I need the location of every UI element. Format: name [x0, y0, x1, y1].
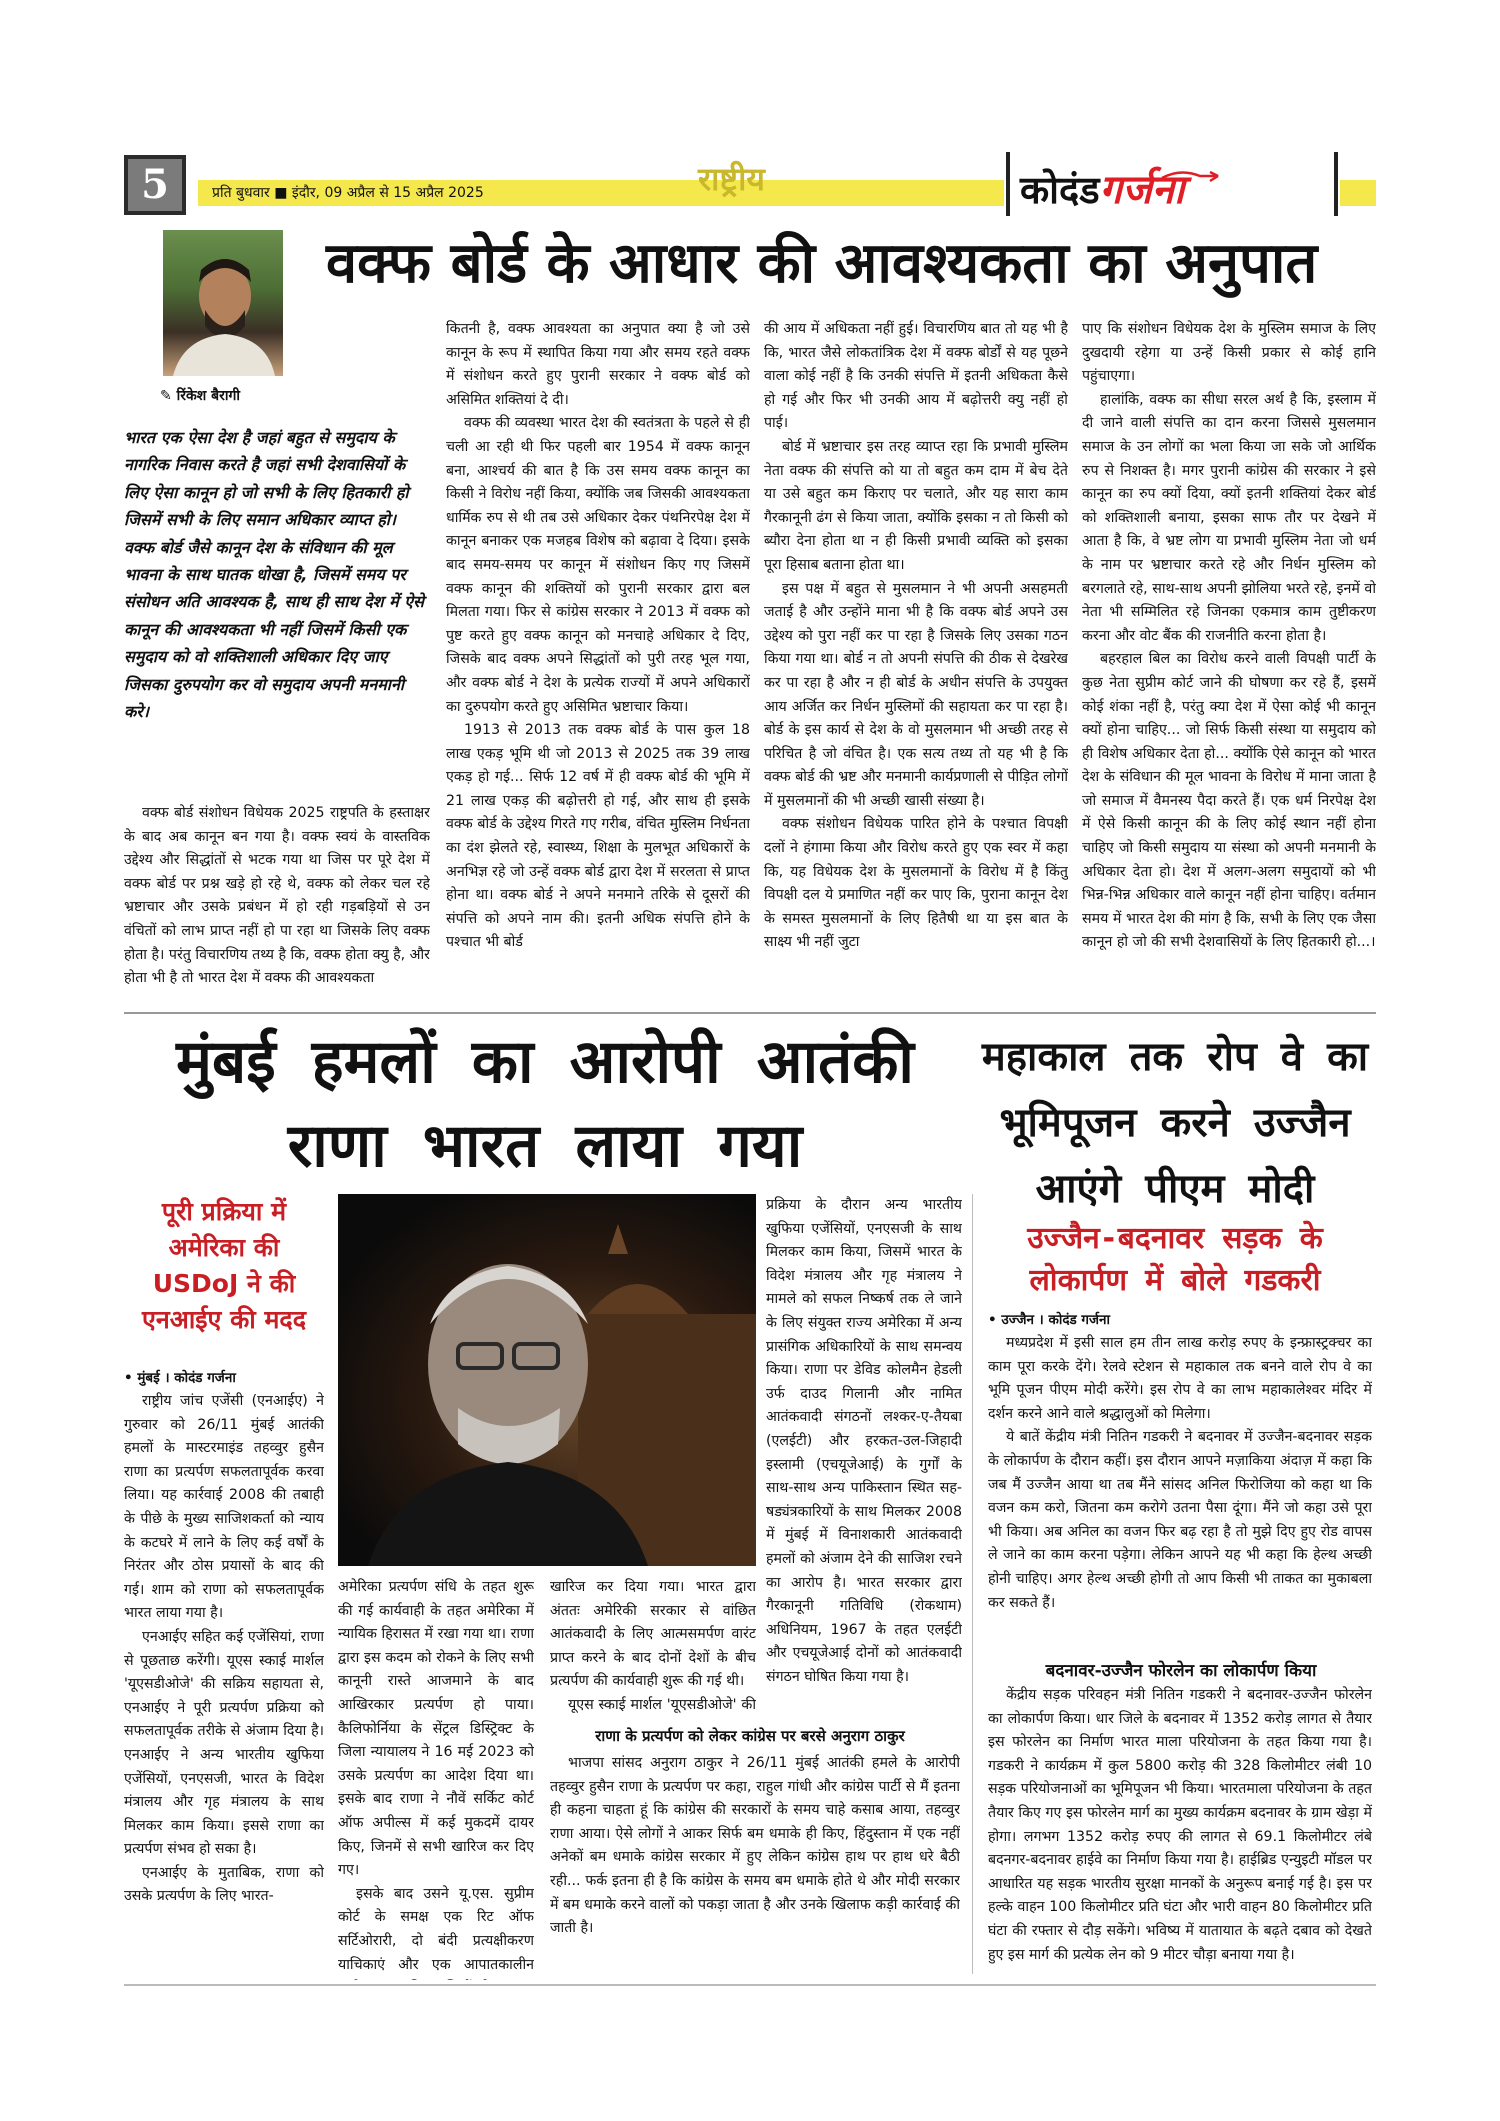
header-divider-right: [1334, 152, 1338, 216]
column-divider: [972, 1194, 973, 1974]
story1-paragraph: पाए कि संशोधन विधेयक देश के मुस्लिम समाज के लिए दुखदायी रहेगा या उन्हें किसी प्रकार से कोई हानि पहुंचाएगा।: [1082, 321, 1376, 385]
story2-paragraph: इसके बाद उसने यू.एस. सुप्रीम कोर्ट के समक्ष एक रिट ऑफ सर्टिओरारी, दो बंदी प्रत्यक्षीकरण याचिकाएं और एक आपातकालीन: [338, 1885, 534, 1973]
issue-date-line: प्रति बुधवार ■ इंदौर, 09 अप्रैल से 15 अप्रैल 2025: [212, 185, 484, 201]
story2-paragraph: भाजपा सांसद अनुराग ठाकुर ने 26/11 मुंबई आतंकी हमले के आरोपी तहव्वुर हुसैन राणा के प्रत्यर्पण पर कहा, राहुल गांधी और कांग्रेस पार्टी से मैं इतना ही कहना चाहता हूं कि कांग्रेस की सरकारों के समय चाहे कसाब आया, तहव्वुर राणा आया। ऐसे लोगों ने आकर सिर्फ बम धमाके ही किए, हिंदुस्तान में एक नहीं अनेकों बम धमाके कांग्रेस सरकार में हुए लेकिन कांग्रेस हाथ पर हाथ धरे बैठी रही... फर्क इतना ही है कि कांग्रेस के समय बम धमाके होते थे और मोदी सरकार में बम धमाके करने वालों को पकड़ा जाता है और उनके खिलाफ कड़ी कार्रवाई की जाती है।: [550, 1755, 960, 1937]
story1-paragraph: हालांकि, वक्फ का सीधा सरल अर्थ है कि, इस्लाम में दी जाने वाली संपत्ति का दान करना जिससे मुसलमान समाज के उन लोगों का भला किया जा सके जो आर्थिक रुप से निशक्त है। मगर पुरानी कांग्रेस की सरकार ने इसे कानून का रुप क्यों दिया, क्यों इतनी शक्तियां देकर बोर्ड को शक्तिशाली बनाया, इसका साफ तौर पर देखने में आता है कि, वे भ्रष्ट लोग या प्रभावी मुस्लिम नेता जो धर्म के नाम पर भ्रष्टाचार करते रहे और निर्धन मुस्लिम को बरगलाते रहे, साथ-साथ अपनी झोलिया भरते रहे, इनमें वो नेता भी सम्मिलित रहे जिनका एकमात्र काम तुष्टीकरण करना और वोट बैंक की राजनीति करना होता है।: [1082, 391, 1376, 644]
story1-paragraph: वक्फ की व्यवस्था भारत देश की स्वतंत्रता के पहले से ही चली आ रही थी फिर पहली बार 1954 में वक्फ कानून बना, आश्चर्य की बात है कि उस समय वक्फ कानून का किसी ने विरोध नहीं किया, क्योंकि जब जिसकी आवश्यकता धार्मिक रुप से थी तब उसे अधिकार देकर पंथनिरपेक्ष देश में कानून बनाकर एक मजहब विशेष को बढ़ावा दे दिया। इसके बाद समय-समय पर कानून में संशोधन किए गए जिसमें वक्फ कानून की शक्तियों को पुरानी सरकार द्वारा बल मिलता गया। फिर से कांग्रेस सरकार ने 2013 में वक्फ को पुष्ट करते हुए वक्फ कानून को मनचाहे अधिकार दे दिए, जिसके बाद वक्फ अपने सिद्धांतों को पुरी तरह भूल गया, और वक्फ बोर्ड ने देश के प्रत्येक राज्यों में अपने अधिकारों का दुरुपयोग करते हुए असिमित भ्रष्टाचार किया।: [446, 415, 750, 715]
masthead-part2: गर्जना: [1099, 166, 1185, 213]
anurag-thakur-text: [550, 1752, 960, 1980]
author-name: रिंकेश बैरागी: [176, 388, 240, 404]
story2-subhead-line: एनआईए की मदद: [142, 1305, 306, 1334]
story1-paragraph: बहरहाल बिल का विरोध करने वाली विपक्षी पार्टी के कुछ नेता सुप्रीम कोर्ट जाने की घोषणा कर रहे हैं, इसमें कोई शंका नहीं है, परंतु क्या देश में ऐसा कोई भी कानून क्यों होना चाहिए... जो सिर्फ किसी संस्था या समुदाय को ही विशेष अधिकार देता हो... क्योंकि ऐसे कानून को भारत देश के संविधान की मूल भावना के विरोध में माना जाता है जो समाज में वैमनस्य पैदा करते हैं। एक धर्म निरपेक्ष देश में ऐसे किसी कानून की के लिए कोई स्थान नहीं होना चाहिए जो किसी समुदाय या संस्था को अपनी मनमानी के अधिकार देता हो। देश में अलग-अलग समुदायों को भी भिन्न-भिन्न अधिकार वाले कानून नहीं होना चाहिए। वर्तमान समय में भारत देश की मांग है कि, सभी के लिए एक जैसा कानून हो जो की सभी देशवासियों के लिए हितकारी हो...।: [1082, 651, 1376, 951]
story1-paragraph: वक्फ बोर्ड संशोधन विधेयक 2025 राष्ट्रपति के हस्ताक्षर के बाद अब कानून बन गया है। वक्फ स्वयं के वास्तविक उद्देश्य और सिद्धांतों से भटक गया था जिस पर पूरे देश में वक्फ बोर्ड पर प्रश्न खड़े हो रहे थे, वक्फ को लेकर चल रहे भ्रष्टाचार और उसके प्रबंधन में हो रही गड़बड़ियों से उन वंचितों को लाभ प्राप्त नहीं हो पा रहा था जिसके लिए वक्फ होता है। परंतु विचारणिय तथ्य है कि, वक्फ होता क्यु है, और होता भी है तो भारत देश में वक्फ की आवश्यकता: [124, 805, 430, 987]
bow-arrow-icon: [1160, 168, 1220, 188]
author-photo: [163, 230, 283, 376]
author-portrait-icon: [163, 230, 283, 376]
story1-paragraph: इस पक्ष में बहुत से मुसलमान ने भी अपनी असहमती जताई है और उन्होंने माना भी है कि वक्फ बोर्ड अपने उस उद्देश्य को पुरा नहीं कर पा रहा है जिसके लिए उसका गठन किया गया था। बोर्ड न तो अपनी संपत्ति की ठीक से देखरेख कर पा रहा है और न ही बोर्ड के अधीन संपत्ति के उपयुक्त आय अर्जित कर निर्धन मुस्लिमों की सहायता कर पा रहा है। बोर्ड के इस कार्य से देश के वो मुसलमान भी अच्छी तरह से परिचित है जो वंचित है। एक सत्य तथ्य तो यह भी है कि वक्फ बोर्ड की भ्रष्ट और मनमानी कार्यप्रणाली से पीड़ित लोगों में मुसलमानों की भी अच्छी खासी संख्या है।: [764, 580, 1068, 809]
rana-photo: [338, 1194, 756, 1566]
story3-column-bottom: [988, 1684, 1372, 1980]
story1-lead: भारत एक ऐसा देश है जहां बहुत से समुदाय के नागरिक निवास करते है जहां सभी देशवासियों के लिए ऐसा कानून हो जो सभी के लिए हितकारी हो जिसमें सभी के लिए समान अधिकार व्याप्त हो। वक्फ बोर्ड जैसे कानून देश के संविधान की मूल भावना के साथ घातक धोखा है, जिसमें समय पर संसोधन अति आवश्यक है, साथ ही साथ देश में ऐसे कानून की आवश्यकता भी नहीं जिसमें किसी एक समुदाय को वो शक्तिशाली अधिकार दिए जाए जिसका दुरुपयोग कर वो समुदाय अपनी मनमानी करे।: [124, 428, 424, 722]
story2-paragraph: खारिज कर दिया गया। भारत द्वारा अंततः अमेरिकी सरकार से वांछित आतंकवादी के लिए आत्मसमर्पण वारंट प्राप्त करने के बाद दोनों देशों के बीच प्रत्यर्पण की कार्यवाही शुरू की गई थी।: [550, 1579, 756, 1690]
section-title: राष्ट्रीय: [698, 160, 765, 198]
story2-paragraph: एनआईए के मुताबिक, राणा को उसके प्रत्यर्पण के लिए भारत-: [124, 1864, 324, 1905]
story2-paragraph: यूएस स्काई मार्शल 'यूएसडीओजे' की: [568, 1696, 756, 1713]
story2-paragraph: एनआईए सहित कई एजेंसियां, राणा से पूछताछ करेंगी। यूएस स्काई मार्शल 'यूएसडीओजे' की सक्रिय सहायता से, एनआईए ने पूरी प्रत्यर्पण प्रक्रिया को सफलतापूर्वक तरीके से अंजाम दिया है। एनआईए ने अन्य भारतीय खुफिया एजेंसियों, एनएसजी, भारत के विदेश मंत्रालय और गृह मंत्रालय के साथ मिलकर काम किया। इससे राणा का प्रत्यर्पण संभव हो सका है।: [124, 1628, 324, 1858]
story3-paragraph: ये बातें केंद्रीय मंत्री नितिन गडकरी ने बदनावर में उज्जैन-बदनावर सड़क के लोकार्पण के दौरान कहीं। इस दौरान आपने मज़ाकिया अंदाज़ में कहा कि जब मैं उज्जैन आया था तब मैंने सांसद अनिल फिरोजिया को कहा था कि वजन कम करो, जितना कम करोगे उतना पैसा दूंगा। मैंने जो कहा उसे पूरा भी किया। अब अनिल का वजन फिर बढ़ रहा है तो मुझे दिए हुए रोड वापस ले जाने का काम करना पड़ेगा। लेकिन आपने यह भी कहा कि हेल्थ अच्छी होनी चाहिए। अगर हेल्थ अच्छी होगी तो आप किसी भी ताकत का मुकाबला कर सकते हैं।: [988, 1429, 1372, 1611]
story1-paragraph: की आय में अधिकता नहीं हुई। विचारणिय बात तो यह भी है कि, भारत जैसे लोकतांत्रिक देश में वक्फ बोर्डों से यह पूछने वाला कोई नहीं है कि उनकी संपत्ति में इतनी अधिकता कैसे हो गई और फिर भी उनकी आय में बढ़ोत्तरी क्यु नहीं हो पाई।: [764, 321, 1068, 432]
story2-column-3: [550, 1576, 756, 1716]
author-byline: ✎ रिंकेश बैरागी: [160, 388, 240, 404]
story3-headline: [980, 1024, 1370, 1222]
story1-paragraph: 1913 से 2013 तक वक्फ बोर्ड के पास कुल 18 लाख एकड़ भूमि थी जो 2013 से 2025 तक 39 लाख एकड़ हो गई... सिर्फ 12 वर्ष में ही वक्फ बोर्ड की भूमि में 21 लाख एकड़ की बढ़ोत्तरी हो गई, और साथ ही इसके वक्फ बोर्ड के उद्देश्य गिरते गए गरीब, वंचित मुस्लिम निर्धनता का दंश झेलते रहे, स्वास्थ्य, शिक्षा के मुलभूत अधिकारों के अनभिज्ञ रहे जो उन्हें वक्फ बोर्ड द्वारा देश में सरलता से प्राप्त होना था। वक्फ बोर्ड ने अपने मनमाने तरिके से दूसरों की संपत्ति को अपने नाम की। इतनी अधिक संपत्ति होने के पश्चात भी बोर्ड: [446, 722, 750, 951]
header-strip-right: [1340, 180, 1376, 206]
story1-column-3: [764, 318, 1068, 1008]
story1-headline: वक्फ बोर्ड के आधार की आवश्यकता का अनुपात: [326, 230, 1318, 296]
story3-subhead-line2: लोकार्पण में बोले गडकरी: [1029, 1263, 1321, 1298]
story1-column-2: [446, 318, 750, 1008]
story2-byline: • मुंबई । कोदंड गर्जना: [124, 1370, 236, 1386]
story3-subhead: [990, 1218, 1360, 1302]
story1-column-1: [124, 802, 430, 1002]
story3-column-top: [988, 1332, 1372, 1654]
story3-subhead-line1: उज्जैन-बदनावर सड़क के: [1027, 1221, 1323, 1256]
page-number: 5: [124, 155, 186, 215]
story2-paragraph: राष्ट्रीय जांच एजेंसी (एनआईए) ने गुरुवार को 26/11 मुंबई आतंकी हमलों के मास्टरमाइंड तहव्वुर हुसैन राणा का प्रत्यर्पण सफलतापूर्वक करवा लिया। यह कार्रवाई 2008 की तबाही के पीछे के मुख्य साजिशकर्ता को न्याय के कटघरे में लाने के लिए कई वर्षों के निरंतर और ठोस प्रयासों के बाद की गई। शाम को राणा को सफलतापूर्वक भारत लाया गया है।: [124, 1393, 324, 1622]
story1-paragraph: कितनी है, वक्फ आवश्यता का अनुपात क्या है जो उसे कानून के रूप में स्थापित किया गया और समय रहते वक्फ में संशोधन करते हुए पुरानी सरकार ने वक्फ बोर्ड को असिमित शक्तियां दे दी।: [446, 321, 750, 408]
story2-subhead-line: USDoJ ने की: [152, 1269, 296, 1298]
anurag-thakur-subhead: राणा के प्रत्यर्पण को लेकर कांग्रेस पर बरसे अनुराग ठाकुर: [595, 1727, 905, 1745]
story2-paragraph: प्रक्रिया के दौरान अन्य भारतीय खुफिया एजेंसियों, एनएसजी के साथ मिलकर काम किया, जिसमें भारत के विदेश मंत्रालय और गृह मंत्रालय ने मामले को सफल निष्कर्ष तक ले जाने के लिए संयुक्त राज्य अमेरिका में अन्य प्रासंगिक अधिकारियों के साथ समन्वय किया। राणा पर डेविड कोलमैन हेडली उर्फ दाउद गिलानी और नामित आतंकवादी संगठनों लश्कर-ए-तैयबा (एलईटी) और हरकत-उल-जिहादी इस्लामी (एचयूजेआई) के गुर्गों के साथ-साथ अन्य पाकिस्तान स्थित सह-षड्यंत्रकारियों के साथ मिलकर 2008 में मुंबई में विनाशकारी आतंकवादी हमलों को अंजाम देने की साजिश रचने का आरोप है। भारत सरकार द्वारा गैरकानूनी गतिविधि (रोकथाम) अधिनियम, 1967 के तहत एलईटी और एचयूजेआई दोनों को आतंकवादी संगठन घोषित किया गया है।: [766, 1197, 962, 1685]
story2-headline-line1: मुंबई हमलों का आरोपी आतंकी: [176, 1027, 914, 1097]
story2-column-2: [338, 1576, 534, 1980]
footer-rule: [124, 1984, 1376, 1986]
header-divider: [1006, 152, 1010, 216]
story2-paragraph: अमेरिका प्रत्यर्पण संधि के तहत शुरू की गई कार्यवाही के तहत अमेरिका में न्यायिक हिरासत में रखा गया था। राणा द्वारा इस कदम को रोकने के लिए सभी कानूनी रास्ते आजमाने के बाद आखिरकार प्रत्यर्पण हो पाया। कैलिफोर्निया के सेंट्रल डिस्ट्रिक्ट के जिला न्यायालय ने 16 मई 2023 को उसके प्रत्यर्पण का आदेश दिया था। इसके बाद राणा ने नौवें सर्किट कोर्ट ऑफ अपील्स में कई मुकदमें दायर किए, जिनमें से सभी खारिज कर दिए गए।: [338, 1579, 534, 1879]
masthead-part1: कोदंड: [1020, 167, 1100, 212]
story2-subhead-line: पूरी प्रक्रिया में: [161, 1197, 287, 1226]
story3-paragraph: केंद्रीय सड़क परिवहन मंत्री नितिन गडकरी ने बदनावर-उज्जैन फोरलेन का लोकार्पण किया। धार जिले के बदनावर में 1352 करोड़ लागत से तैयार इस फोरलेन का निर्माण भारत माला परियोजना के तहत किया गया है। गडकरी ने कार्यक्रम में कुल 5800 करोड़ की 328 किलोमीटर लंबी 10 सड़क परियोजनाओं का भूमिपूजन भी किया। भारतमाला परियोजना के तहत तैयार किए गए इस फोरलेन मार्ग का मुख्य कार्यक्रम बदनावर के ग्राम खेड़ा में होगा। लगभग 1352 करोड़ रुपए की लागत से 69.1 किलोमीटर लंबे बदनगर-बदनावर हाईवे का निर्माण किया गया है। हाईब्रिड एन्युइटी मॉडल पर आधारित यह सड़क भारतीय सुरक्षा मानकों के अनुरूप बनाई गई है। इस पर हल्के वाहन 100 किलोमीटर प्रति घंटा और भारी वाहन 80 किलोमीटर प्रति घंटा की रफ्तार से दौड़ सकेंगे। भविष्य में यातायात के बढ़ते दबाव को देखते हुए इस मार्ग की प्रत्येक लेन को 9 मीटर चौड़ा बनाया गया है।: [988, 1687, 1372, 1963]
story2-headline: [128, 1020, 962, 1188]
story3-subheading: बदनावर-उज्जैन फोरलेन का लोकार्पण किया: [1045, 1661, 1317, 1681]
story3-headline-line2: भूमिपूजन करने उज्जैन: [999, 1100, 1351, 1146]
story1-paragraph: वक्फ संशोधन विधेयक पारित होने के पश्चात विपक्षी दलों ने हंगामा किया और विरोध करते हुए एक स्वर में कहा कि, यह विधेयक देश के मुसलमानों के विरोध में है किंतु विपक्षी दल ये प्रमाणित नहीं कर पाए कि, पुराना कानून देश के समस्त मुसलमानों के लिए हितैषी था या इस बात के साक्ष्य भी नहीं जुटा: [764, 816, 1068, 951]
story2-subhead-line: अमेरिका की: [168, 1233, 280, 1262]
story2-headline-line2: राणा भारत लाया गया: [287, 1111, 803, 1181]
section-divider: [124, 1012, 1376, 1014]
story3-headline-line3: आएंगे पीएम मोदी: [1035, 1166, 1315, 1212]
story3-headline-line1: महाकाल तक रोप वे का: [981, 1034, 1369, 1080]
story3-byline: • उज्जैन । कोदंड गर्जना: [988, 1312, 1111, 1328]
story2-subhead: [124, 1194, 324, 1338]
accused-portrait-icon: [338, 1194, 756, 1566]
story2-column-4: [766, 1194, 962, 1724]
story3-paragraph: मध्यप्रदेश में इसी साल हम तीन लाख करोड़ रुपए के इन्फ्रास्ट्रक्चर का काम पूरा करके देंगे। रेलवे स्टेशन से महाकाल तक बनने वाले रोप वे का भूमि पूजन पीएम मोदी करेंगे। इस रोप वे का लाभ महाकालेश्वर मंदिर में दर्शन करने आने वाले श्रद्धालुओं को मिलेगा।: [988, 1335, 1372, 1422]
story1-paragraph: बोर्ड में भ्रष्टाचार इस तरह व्याप्त रहा कि प्रभावी मुस्लिम नेता वक्फ की संपत्ति को या तो बहुत कम दाम में बेच देते या उसे बहुत कम किराए पर चलाते, और यह सारा काम गैरकानूनी ढंग से किया जाता, क्योंकि इसका न तो किसी को ब्यौरा देना होता था न ही किसी प्रभावी व्यक्ति को इसका पूरा हिसाब बताना होता था।: [764, 438, 1068, 573]
story2-column-1: [124, 1390, 324, 1980]
story1-column-4: [1082, 318, 1376, 1008]
